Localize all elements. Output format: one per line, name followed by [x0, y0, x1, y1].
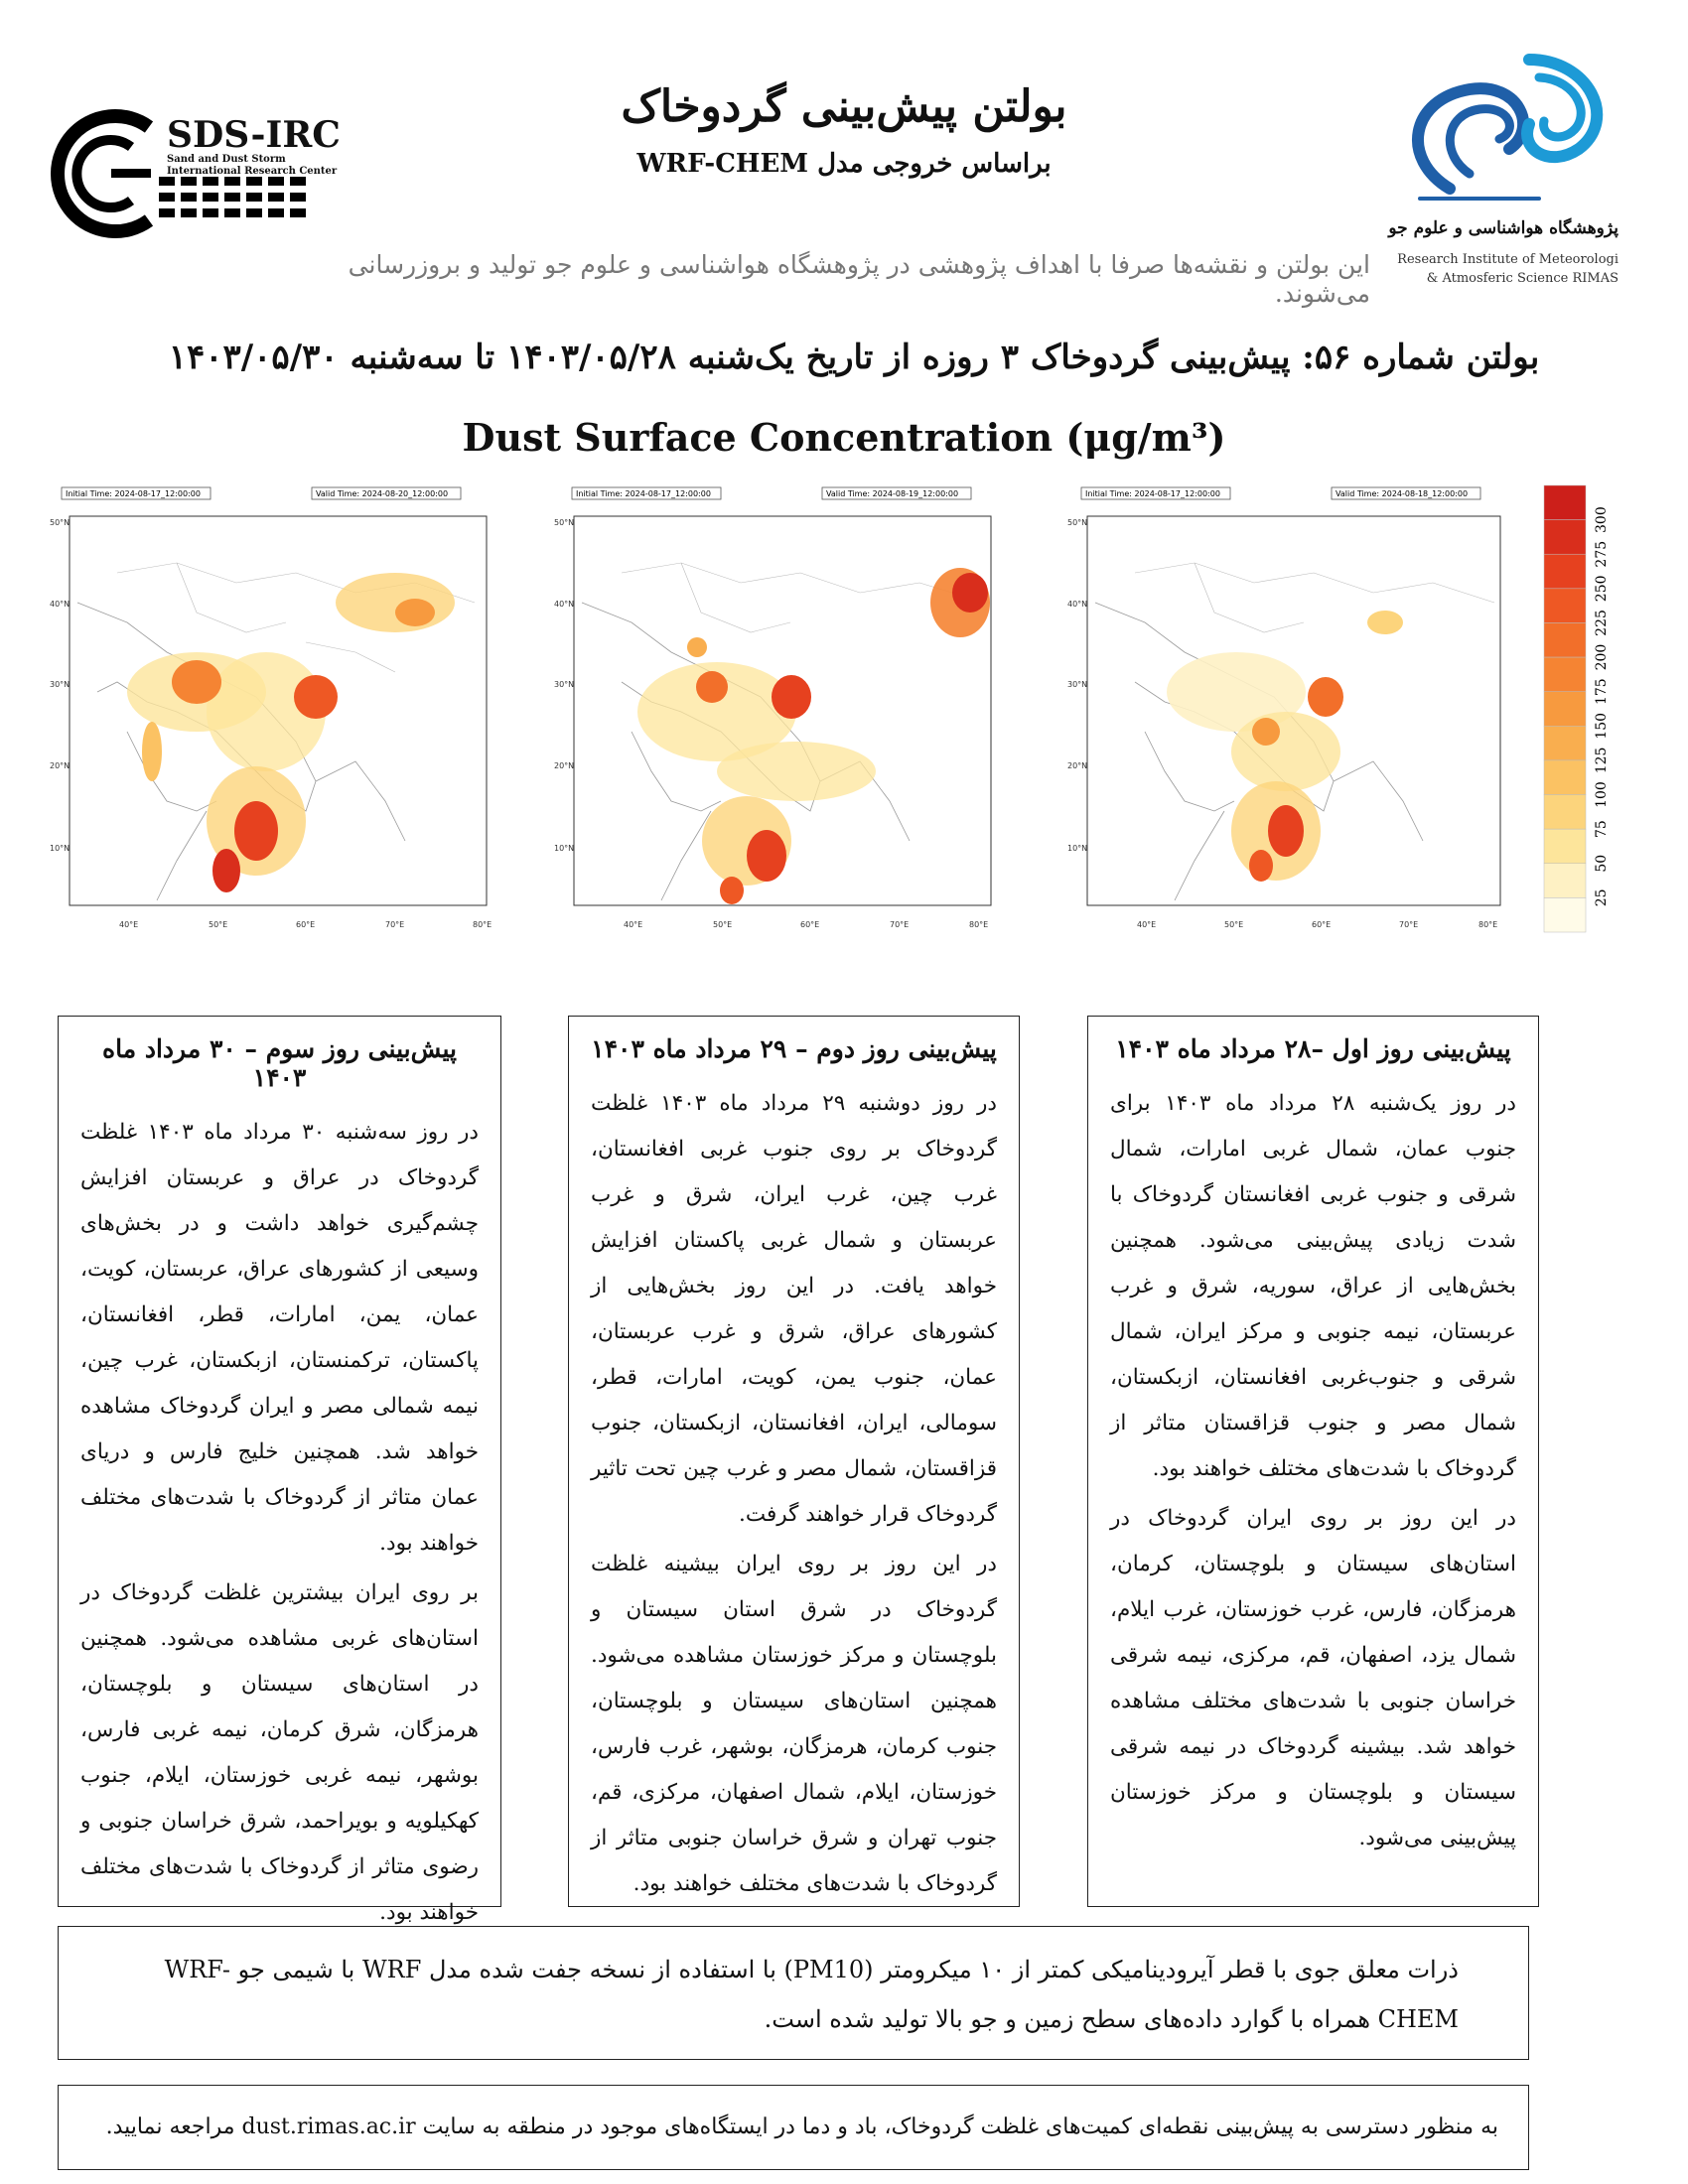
rimas-name-en-line2: & Atmosferic Science RIMAS — [1426, 271, 1618, 286]
forecast-map-day2 — [554, 483, 995, 970]
map-lat-label: 20°N — [1067, 761, 1088, 770]
map-lon-label: 50°E — [1224, 920, 1244, 929]
map-lat-label: 30°N — [1067, 680, 1088, 689]
rimas-name-fa: پژوهشگاه هواشناسی و علوم جو — [1388, 218, 1618, 238]
map-lon-label: 80°E — [969, 920, 989, 929]
colorbar-swatch — [1544, 485, 1586, 520]
colorbar-swatch — [1544, 760, 1586, 795]
map-lat-label: 40°N — [50, 600, 70, 609]
website-note-box — [58, 2085, 1529, 2170]
forecast-day1-box — [1087, 1016, 1539, 1907]
colorbar-tick-label: 75 — [1594, 820, 1610, 839]
map-lat-label: 20°N — [554, 761, 575, 770]
colorbar-tick-label: 300 — [1594, 506, 1610, 533]
colorbar-swatch — [1544, 589, 1586, 623]
map-initial-time: Initial Time: 2024-08-17_12:00:00 — [576, 489, 711, 498]
forecast-day1-paragraph: در این روز بر روی ایران گردوخاک در استان‌های سیستان و بلوچستان، کرمان، هرمزگان، فارس، غرب خوزستان، غرب ایلام، شمال یزد، اصفهان، قم، مرکزی، نیمه شرقی خراسان جنوبی با شدت‌های مختلف مشاهده خواهد شد. بیشینه گردوخاک در نیمه شرقی سیستان و بلوچستان و مرکز خوزستان پیش‌بینی می‌شود. — [1110, 1506, 1516, 1850]
map-lon-label: 70°E — [385, 920, 405, 929]
map-lat-label: 30°N — [50, 680, 70, 689]
map-lon-label: 40°E — [119, 920, 139, 929]
colorbar-tick-label: 275 — [1594, 540, 1610, 568]
forecast-day2-paragraph: در این روز بر روی ایران بیشینه غلظت گردوخاک در شرق استان سیستان و بلوچستان و مرکز خوزستان مشاهده می‌شود. همچنین استان‌های سیستان و بلوچستان، جنوب کرمان، هرمزگان، بوشهر، غرب فارس، خوزستان، ایلام، شمال اصفهان، مرکزی، قم، جنوب تهران و شرق خراسان جنوبی متاثر از گردوخاک با شدت‌های مختلف خواهند بود. — [591, 1552, 997, 1896]
colorbar-swatch — [1544, 554, 1586, 589]
forecast-day1-paragraph: در روز یک‌شنبه ۲۸ مرداد ماه ۱۴۰۳ برای جنوب عمان، شمال غربی امارات، شمال شرقی و جنوب غربی افغانستان گردوخاک با شدت زیادی پیش‌بینی می‌شود. همچنین بخش‌هایی از عراق، سوریه، شرق و غرب عربستان، نیمه جنوبی و مرکز ایران، شمال شرقی و جنوب‌غربی افغانستان، ازبکستان، شمال مصر و جنوب قزاقستان متاثر از گردوخاک با شدت‌های مختلف خواهند بود. — [1110, 1091, 1517, 1481]
colorbar-tick-label: 225 — [1594, 610, 1610, 636]
colorbar-tick-label: 100 — [1594, 781, 1610, 808]
map-valid-time: Valid Time: 2024-08-20_12:00:00 — [316, 489, 449, 498]
colorbar-swatch — [1544, 864, 1586, 898]
colorbar-swatch — [1544, 622, 1586, 657]
forecast-day2-heading: پیش‌بینی روز دوم – ۲۹ مرداد ماه ۱۴۰۳ — [591, 1034, 997, 1063]
colorbar-tick-label: 200 — [1594, 643, 1610, 671]
map-initial-time: Initial Time: 2024-08-17_12:00:00 — [1085, 489, 1220, 498]
sds-logo-name: SDS-IRC — [167, 114, 341, 156]
map-lon-label: 60°E — [296, 920, 316, 929]
chart-title: Dust Surface Concentration (μg/m³) — [462, 415, 1226, 460]
colorbar-swatch — [1544, 657, 1586, 692]
forecast-day1-heading: پیش‌بینی روز اول –۲۸ مرداد ماه ۱۴۰۳ — [1115, 1034, 1511, 1063]
map-lon-label: 60°E — [1312, 920, 1332, 929]
forecast-map-day1 — [1067, 483, 1504, 970]
colorbar-tick-label: 150 — [1594, 712, 1610, 740]
map-lat-label: 10°N — [554, 844, 575, 853]
map-lon-label: 70°E — [1399, 920, 1419, 929]
map-lat-label: 50°N — [554, 518, 575, 527]
rimas-name-en — [1388, 250, 1618, 288]
forecast-day3-paragraph: بر روی ایران بیشترین غلظت گردوخاک در استان‌های غربی مشاهده می‌شود. همچنین در استان‌های سیستان و بلوچستان، هرمزگان، شرق کرمان، نیمه غربی فارس، بوشهر، نیمه غربی خوزستان، ایلام، جنوب کهکیلویه و بویراحمد، شرق خراسان جنوبی و رضوی متاثر از گردوخاک با شدت‌های مختلف خواهند بود. — [80, 1580, 479, 1925]
forecast-day2-box — [568, 1016, 1020, 1907]
disclaimer-text: این بولتن و نقشه‌ها صرفا با اهداف پژوهشی در پژوهشگاه هواشناسی و علوم جو تولید و بروزرسانی می‌شوند. — [348, 250, 1370, 308]
map-lat-label: 50°N — [50, 518, 70, 527]
map-lon-label: 70°E — [890, 920, 910, 929]
bulletin-title: بولتن پیش‌بینی گردوخاک — [621, 81, 1067, 132]
map-lon-label: 50°E — [713, 920, 733, 929]
forecast-map-day3 — [50, 483, 492, 970]
sds-logo-subtitle: Sand and Dust Storm International Research Center — [167, 154, 338, 177]
forecast-day3-box — [58, 1016, 501, 1925]
rimas-name-en-line1: Research Institute of Meteorologi — [1397, 252, 1618, 267]
colorbar-swatch — [1544, 692, 1586, 727]
map-lat-label: 10°N — [50, 844, 70, 853]
forecast-day2-paragraph: در روز دوشنبه ۲۹ مرداد ماه ۱۴۰۳ غلظت گردوخاک بر روی جنوب غربی افغانستان، غرب چین، غرب ایران، شرق و غرب عربستان و شمال غربی پاکستان افزایش خواهد یافت. در این روز بخش‌هایی از کشورهای عراق، شرق و غرب عربستان، عمان، جنوب یمن، کویت، امارات، قطر، سومالی، ایران، افغانستان، ازبکستان، جنوب قزاقستان، شمال مصر و غرب چین تحت تاثیر گردوخاک قرار خواهند گرفت. — [591, 1091, 997, 1527]
map-lat-label: 50°N — [1067, 518, 1088, 527]
model-note-text: ذرات معلق جوی با قطر آیرودینامیکی کمتر از ۱۰ میکرومتر (PM10) با استفاده از نسخه جفت شده مدل WRF با شیمی جو WRF-CHEM همراه با گوارد داده‌های سطح زمین و جو بالا تولید شده است. — [164, 1956, 1459, 2033]
map-lon-label: 40°E — [1137, 920, 1157, 929]
colorbar-tick-label: 25 — [1594, 888, 1610, 907]
colorbar-swatch — [1544, 726, 1586, 760]
map-lat-label: 30°N — [554, 680, 575, 689]
map-lon-label: 50°E — [209, 920, 228, 929]
map-lon-label: 60°E — [800, 920, 820, 929]
colorbar-swatch — [1544, 520, 1586, 555]
colorbar-tick-label: 250 — [1594, 575, 1610, 603]
map-initial-time: Initial Time: 2024-08-17_12:00:00 — [66, 489, 201, 498]
colorbar-swatch — [1544, 897, 1586, 932]
forecast-day3-paragraph: در روز سه‌شنبه ۳۰ مرداد ماه ۱۴۰۳ غلظت گردوخاک در عراق و عربستان افزایش چشم‌گیری خواهد داشت و در بخش‌های وسیعی از کشورهای عراق، عربستان، کویت، عمان، یمن، امارات، قطر، افغانستان، پاکستان، ترکمنستان، ازبکستان، غرب چین، نیمه شمالی مصر و ایران گردوخاک مشاهده خواهد شد. همچنین خلیج فارس و دریای عمان متاثر از گردوخاک با شدت‌های مختلف خواهند بود. — [80, 1120, 479, 1556]
map-lat-label: 20°N — [50, 761, 70, 770]
map-lat-label: 10°N — [1067, 844, 1088, 853]
bulletin-subtitle: براساس خروجی مدل WRF-CHEM — [636, 149, 1052, 179]
colorbar-swatch — [1544, 829, 1586, 864]
rimas-logo — [1390, 40, 1628, 218]
forecast-day3-heading: پیش‌بینی روز سوم – ۳۰ مرداد ماه ۱۴۰۳ — [102, 1034, 457, 1092]
map-lon-label: 80°E — [1478, 920, 1498, 929]
concentration-colorbar — [1544, 483, 1623, 940]
colorbar-swatch — [1544, 795, 1586, 830]
map-lon-label: 80°E — [473, 920, 492, 929]
colorbar-tick-label: 125 — [1594, 747, 1610, 774]
map-valid-time: Valid Time: 2024-08-18_12:00:00 — [1336, 489, 1469, 498]
map-valid-time: Valid Time: 2024-08-19_12:00:00 — [826, 489, 959, 498]
map-lat-label: 40°N — [1067, 600, 1088, 609]
model-note-box — [58, 1926, 1529, 2060]
colorbar-tick-label: 50 — [1594, 854, 1610, 873]
bulletin-heading: بولتن شماره ۵۶: پیش‌بینی گردوخاک ۳ روزه از تاریخ یک‌شنبه ۱۴۰۳/۰۵/۲۸ تا سه‌شنبه ۱۴۰۳/۰۵/۳۰ — [168, 338, 1540, 377]
map-lat-label: 40°N — [554, 600, 575, 609]
website-note-text: به منظور دسترسی به پیش‌بینی نقطه‌ای کمیت‌های غلظت گردوخاک، باد و دما در ایستگاه‌های موجود در منطقه به سایت dust.rimas.ac.ir مراجعه نمایید. — [105, 2115, 1498, 2139]
map-lon-label: 40°E — [624, 920, 643, 929]
colorbar-tick-label: 175 — [1594, 678, 1610, 706]
